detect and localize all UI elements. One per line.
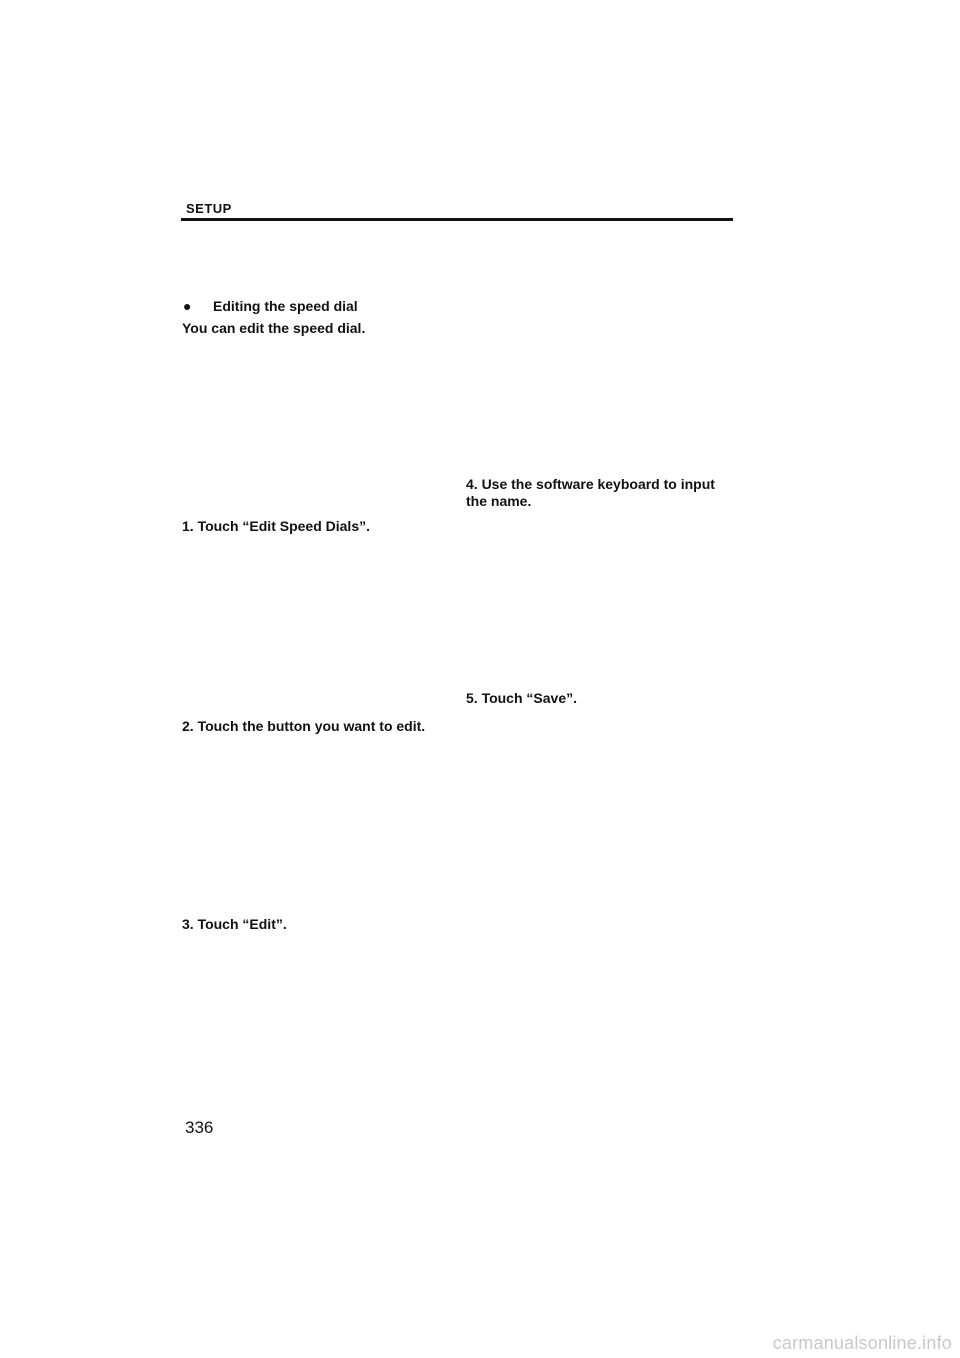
step-3: 3. Touch “Edit”.	[182, 916, 287, 932]
section-intro: You can edit the speed dial.	[182, 320, 366, 336]
bullet-icon: ●	[183, 298, 192, 314]
page-number: 336	[185, 1118, 214, 1137]
section-header-label: SETUP	[186, 201, 232, 216]
step-2: 2. Touch the button you want to edit.	[182, 718, 426, 734]
section-heading-text: Editing the speed dial	[213, 298, 358, 314]
watermark-text: carmanualsonline.info	[772, 1333, 952, 1353]
step-4	[466, 476, 715, 510]
header-divider	[181, 218, 733, 221]
step-4-line-2: the name.	[466, 493, 532, 509]
step-4-line-1: 4. Use the software keyboard to input	[466, 476, 715, 492]
step-5: 5. Touch “Save”.	[466, 690, 577, 706]
step-1: 1. Touch “Edit Speed Dials”.	[182, 518, 370, 534]
section-heading	[183, 298, 358, 314]
